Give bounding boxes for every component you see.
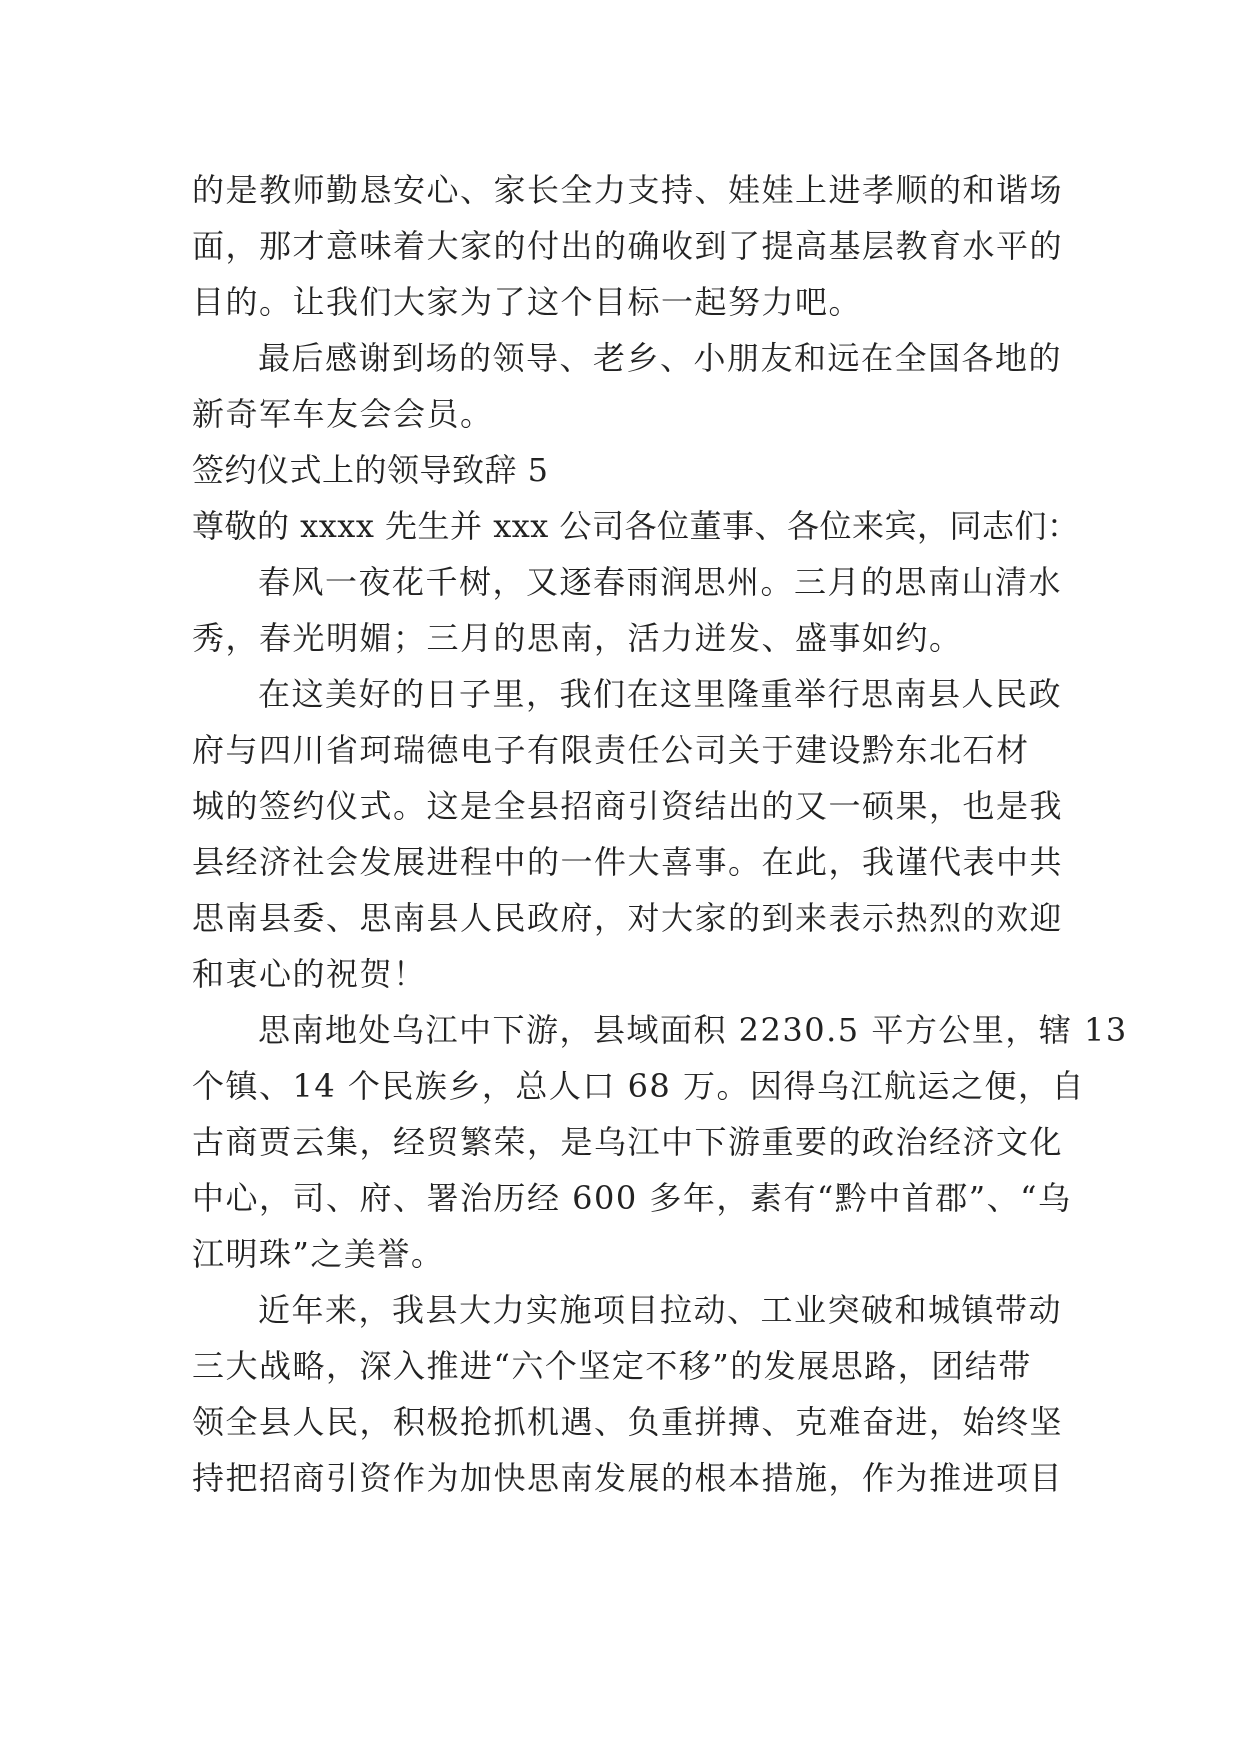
text-line: 秀，春光明媚；三月的思南，活力迸发、盛事如约。 bbox=[192, 619, 963, 657]
text-line: 最后感谢到场的领导、老乡、小朋友和远在全国各地的 bbox=[258, 339, 1063, 377]
text-line: 思南地处乌江中下游，县域面积 2230.5 平方公里，辖 13 bbox=[258, 1011, 1128, 1049]
text-line: 在这美好的日子里，我们在这里隆重举行思南县人民政 bbox=[258, 675, 1063, 713]
text-line: 的是教师勤恳安心、家长全力支持、娃娃上进孝顺的和谐场 bbox=[192, 171, 1064, 209]
text-line: 近年来，我县大力实施项目拉动、工业突破和城镇带动 bbox=[258, 1291, 1063, 1329]
paragraph-thanks bbox=[192, 330, 1063, 442]
paragraph-signing-ceremony bbox=[192, 666, 1064, 1002]
text-line: 古商贾云集，经贸繁荣，是乌江中下游重要的政治经济文化 bbox=[192, 1123, 1064, 1161]
text-line: 中心，司、府、署治历经 600 多年，素有“黔中首郡”、“乌 bbox=[192, 1179, 1072, 1217]
text-line: 个镇、14 个民族乡，总人口 68 万。因得乌江航运之便，自 bbox=[192, 1067, 1085, 1105]
salutation: 尊敬的 xxxx 先生并 xxx 公司各位董事、各位来宾，同志们： bbox=[192, 507, 1080, 545]
text-line: 思南县委、思南县人民政府，对大家的到来表示热烈的欢迎 bbox=[192, 899, 1064, 937]
text-line: 和衷心的祝贺！ bbox=[192, 955, 427, 993]
text-line: 目的。让我们大家为了这个目标一起努力吧。 bbox=[192, 283, 863, 321]
text-line: 面，那才意味着大家的付出的确收到了提高基层教育水平的 bbox=[192, 227, 1064, 265]
document-page bbox=[192, 162, 1128, 1506]
text-line: 城的签约仪式。这是全县招商引资结出的又一硕果，也是我 bbox=[192, 787, 1064, 825]
paragraph-recent-years bbox=[192, 1282, 1064, 1506]
text-line: 三大战略，深入推进“六个坚定不移”的发展思路，团结带 bbox=[192, 1347, 1032, 1385]
text-line: 府与四川省珂瑞德电子有限责任公司关于建设黔东北石材 bbox=[192, 731, 1030, 769]
paragraph-county-intro bbox=[192, 1002, 1128, 1282]
text-line: 领全县人民，积极抢抓机遇、负重拼搏、克难奋进，始终坚 bbox=[192, 1403, 1064, 1441]
paragraph-closing-education bbox=[192, 162, 1064, 330]
section-title: 签约仪式上的领导致辞 5 bbox=[192, 451, 549, 489]
text-line: 持把招商引资作为加快思南发展的根本措施，作为推进项目 bbox=[192, 1459, 1064, 1497]
text-line: 江明珠”之美誉。 bbox=[192, 1235, 445, 1273]
text-line: 春风一夜花千树，又逐春雨润思州。三月的思南山清水 bbox=[258, 563, 1063, 601]
text-line: 县经济社会发展进程中的一件大喜事。在此，我谨代表中共 bbox=[192, 843, 1064, 881]
text-line: 新奇军车友会会员。 bbox=[192, 395, 494, 433]
paragraph-spring bbox=[192, 554, 1063, 666]
